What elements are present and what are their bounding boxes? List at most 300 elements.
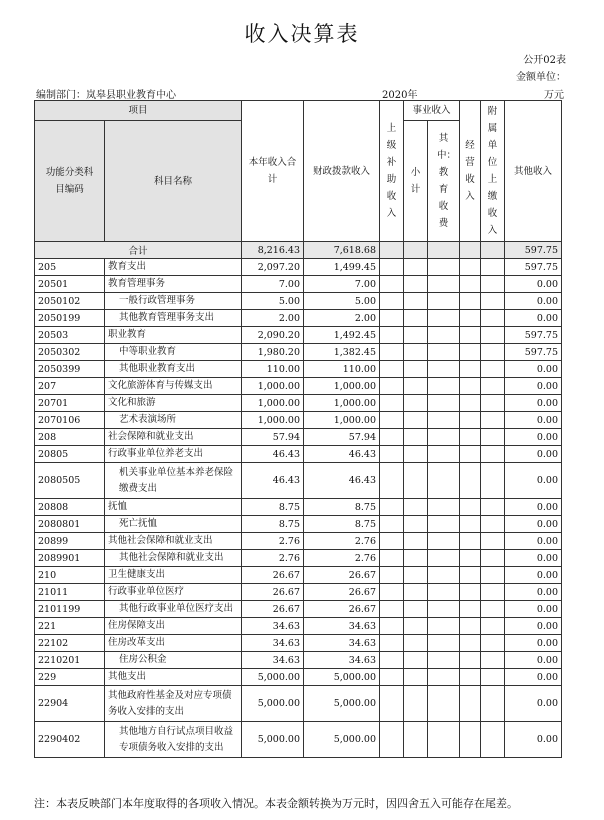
empty-cell [460,378,481,395]
table-row [35,429,562,446]
empty-cell [404,635,428,652]
empty-cell [428,446,460,463]
form-code: 公开02表 [523,55,566,66]
empty-cell [380,310,404,327]
table-row [35,395,562,412]
empty-cell [481,395,505,412]
row-fiscal-cell: 5,000.00 [304,686,380,722]
header-business: 事业收入 [404,101,460,121]
empty-cell [460,516,481,533]
page-title: 收入决算表 [244,22,360,46]
row-total-income-cell: 1,000.00 [242,395,304,412]
row-total-income-cell: 1,000.00 [242,378,304,395]
row-other-cell: 0.00 [505,446,562,463]
empty-cell [380,533,404,550]
row-fiscal-cell: 7.00 [304,276,380,293]
row-fiscal-cell: 46.43 [304,463,380,499]
row-total-income-cell: 2.76 [242,533,304,550]
row-code-cell: 20808 [35,499,105,516]
row-fiscal-cell: 57.94 [304,429,380,446]
row-code-cell: 207 [35,378,105,395]
row-code-cell: 2101199 [35,601,105,618]
empty-cell [380,584,404,601]
row-other-cell: 0.00 [505,533,562,550]
empty-cell [428,412,460,429]
row-fiscal-cell: 34.63 [304,652,380,669]
empty-cell [481,259,505,276]
empty-cell [404,686,428,722]
header-other: 其他收入 [505,101,562,242]
empty-cell [428,499,460,516]
empty-cell [460,584,481,601]
empty-cell [460,533,481,550]
header-upper-subsidy: 上级补助收入 [380,101,404,242]
row-name-cell: 其他社会保障和就业支出 [105,550,242,567]
row-total-income-cell: 5.00 [242,293,304,310]
row-code-cell: 2050102 [35,293,105,310]
row-name-cell: 机关事业单位基本养老保险缴费支出 [105,463,242,499]
empty-cell [481,276,505,293]
row-fiscal-cell: 1,382.45 [304,344,380,361]
row-fiscal-cell: 5,000.00 [304,669,380,686]
empty-cell [404,242,428,259]
row-name-cell: 文化和旅游 [105,395,242,412]
empty-cell [404,293,428,310]
empty-cell [380,259,404,276]
empty-cell [404,601,428,618]
row-other-cell: 597.75 [505,327,562,344]
empty-cell [380,446,404,463]
row-fiscal-cell: 26.67 [304,567,380,584]
empty-cell [428,669,460,686]
empty-cell [404,446,428,463]
table-row [35,722,562,758]
header-subject-name: 科目名称 [105,121,242,242]
empty-cell [404,618,428,635]
row-fiscal-cell: 26.67 [304,601,380,618]
empty-cell [481,584,505,601]
empty-cell [481,618,505,635]
row-total-income-cell: 46.43 [242,446,304,463]
row-name-cell: 住房改革支出 [105,635,242,652]
empty-cell [460,344,481,361]
row-total-income-cell: 34.63 [242,652,304,669]
empty-cell [460,310,481,327]
total-row [35,242,562,259]
row-other-cell: 0.00 [505,276,562,293]
row-other-cell: 0.00 [505,567,562,584]
row-code-cell: 2070106 [35,412,105,429]
empty-cell [380,293,404,310]
empty-cell [404,327,428,344]
empty-cell [481,686,505,722]
row-code-cell: 22904 [35,686,105,722]
empty-cell [460,446,481,463]
row-fiscal-cell: 110.00 [304,361,380,378]
row-other-cell: 0.00 [505,395,562,412]
empty-cell [428,429,460,446]
empty-cell [428,310,460,327]
row-total-income-cell: 5,000.00 [242,686,304,722]
row-fiscal-cell: 2.76 [304,533,380,550]
empty-cell [428,533,460,550]
table-row [35,412,562,429]
header-operating: 经营收入 [460,101,481,242]
row-code-cell: 20501 [35,276,105,293]
empty-cell [428,463,460,499]
table-row [35,618,562,635]
row-code-cell: 2080801 [35,516,105,533]
empty-cell [380,652,404,669]
empty-cell [428,259,460,276]
row-total-income-cell: 8.75 [242,499,304,516]
empty-cell [481,293,505,310]
row-total-income-cell: 26.67 [242,584,304,601]
empty-cell [460,652,481,669]
empty-cell [380,395,404,412]
empty-cell [404,395,428,412]
empty-cell [428,584,460,601]
empty-cell [428,361,460,378]
total-label: 合计 [35,242,242,259]
empty-cell [481,669,505,686]
empty-cell [481,567,505,584]
row-total-income-cell: 2.76 [242,550,304,567]
row-fiscal-cell: 8.75 [304,499,380,516]
table-row [35,499,562,516]
row-code-cell: 229 [35,669,105,686]
row-code-cell: 2290402 [35,722,105,758]
row-code-cell: 221 [35,618,105,635]
row-code-cell: 2080505 [35,463,105,499]
table-row [35,293,562,310]
row-name-cell: 教育管理事务 [105,276,242,293]
header-affiliated: 附属单位上缴收入 [481,101,505,242]
empty-cell [481,601,505,618]
row-total-income-cell: 26.67 [242,567,304,584]
row-code-cell: 20805 [35,446,105,463]
row-total-income-cell: 34.63 [242,635,304,652]
row-name-cell: 其他地方自行试点项目收益专项债务收入安排的支出 [105,722,242,758]
table-row [35,276,562,293]
empty-cell [404,276,428,293]
empty-cell [481,242,505,259]
row-other-cell: 0.00 [505,584,562,601]
empty-cell [380,567,404,584]
row-total-income-cell: 57.94 [242,429,304,446]
empty-cell [380,378,404,395]
empty-cell [428,722,460,758]
header-fiscal: 财政拨款收入 [304,101,380,242]
empty-cell [404,463,428,499]
row-name-cell: 住房公积金 [105,652,242,669]
empty-cell [380,516,404,533]
row-code-cell: 205 [35,259,105,276]
table-row [35,567,562,584]
empty-cell [481,499,505,516]
table-row [35,327,562,344]
empty-cell [404,412,428,429]
empty-cell [404,516,428,533]
row-fiscal-cell: 1,499.45 [304,259,380,276]
row-fiscal-cell: 1,000.00 [304,395,380,412]
row-fiscal-cell: 34.63 [304,635,380,652]
row-fiscal-cell: 26.67 [304,584,380,601]
table-row [35,463,562,499]
empty-cell [460,669,481,686]
empty-cell [380,463,404,499]
row-name-cell: 死亡抚恤 [105,516,242,533]
meta-row [34,86,566,101]
empty-cell [404,550,428,567]
row-other-cell: 0.00 [505,361,562,378]
empty-cell [460,463,481,499]
row-total-income-cell: 26.67 [242,601,304,618]
row-total-income-cell: 2.00 [242,310,304,327]
table-row [35,584,562,601]
table-row [35,669,562,686]
table-row [35,550,562,567]
row-code-cell: 20899 [35,533,105,550]
row-fiscal-cell: 2.76 [304,550,380,567]
row-other-cell: 0.00 [505,499,562,516]
empty-cell [460,242,481,259]
empty-cell [380,429,404,446]
empty-cell [481,429,505,446]
empty-cell [404,652,428,669]
empty-cell [460,395,481,412]
empty-cell [380,618,404,635]
total-income-cell: 8,216.43 [242,242,304,259]
empty-cell [481,344,505,361]
empty-cell [380,276,404,293]
empty-cell [428,276,460,293]
row-other-cell: 0.00 [505,686,562,722]
row-other-cell: 0.00 [505,412,562,429]
row-other-cell: 0.00 [505,601,562,618]
row-other-cell: 0.00 [505,378,562,395]
empty-cell [404,378,428,395]
empty-cell [460,412,481,429]
empty-cell [460,361,481,378]
table-row [35,259,562,276]
row-other-cell: 0.00 [505,618,562,635]
row-name-cell: 卫生健康支出 [105,567,242,584]
empty-cell [460,567,481,584]
footnote: 注：本表反映部门本年度取得的各项收入情况。本表金额转换为万元时，因四舍五入可能存在尾差。 [34,797,518,810]
empty-cell [481,412,505,429]
row-fiscal-cell: 5.00 [304,293,380,310]
row-other-cell: 0.00 [505,635,562,652]
empty-cell [428,601,460,618]
income-table [34,100,562,758]
empty-cell [481,516,505,533]
unit-label: 万元 [544,90,564,101]
empty-cell [481,652,505,669]
row-other-cell: 0.00 [505,293,562,310]
empty-cell [428,652,460,669]
empty-cell [460,327,481,344]
empty-cell [404,584,428,601]
empty-cell [481,361,505,378]
empty-cell [460,293,481,310]
dept-label: 编制部门：岚皋县职业教育中心 [36,90,176,101]
empty-cell [380,344,404,361]
row-total-income-cell: 34.63 [242,618,304,635]
empty-cell [380,722,404,758]
row-code-cell: 208 [35,429,105,446]
table-row [35,516,562,533]
row-name-cell: 职业教育 [105,327,242,344]
empty-cell [481,378,505,395]
empty-cell [460,499,481,516]
row-name-cell: 其他社会保障和就业支出 [105,533,242,550]
row-name-cell: 其他支出 [105,669,242,686]
empty-cell [428,635,460,652]
row-other-cell: 597.75 [505,259,562,276]
empty-cell [428,516,460,533]
header-subtotal: 小计 [404,121,428,242]
year-label: 2020年 [382,90,418,101]
row-name-cell: 行政事业单位养老支出 [105,446,242,463]
empty-cell [380,327,404,344]
row-other-cell: 0.00 [505,669,562,686]
row-fiscal-cell: 1,000.00 [304,412,380,429]
empty-cell [460,429,481,446]
row-code-cell: 21011 [35,584,105,601]
row-total-income-cell: 2,097.20 [242,259,304,276]
table-row [35,361,562,378]
empty-cell [428,327,460,344]
empty-cell [380,601,404,618]
row-name-cell: 教育支出 [105,259,242,276]
row-fiscal-cell: 8.75 [304,516,380,533]
empty-cell [481,446,505,463]
empty-cell [404,533,428,550]
empty-cell [460,635,481,652]
table-row [35,378,562,395]
empty-cell [404,499,428,516]
row-total-income-cell: 5,000.00 [242,669,304,686]
row-name-cell: 住房保障支出 [105,618,242,635]
empty-cell [404,361,428,378]
row-other-cell: 597.75 [505,344,562,361]
table-row [35,310,562,327]
empty-cell [404,567,428,584]
row-other-cell: 0.00 [505,652,562,669]
empty-cell [404,669,428,686]
row-other-cell: 0.00 [505,463,562,499]
row-total-income-cell: 8.75 [242,516,304,533]
empty-cell [481,327,505,344]
empty-cell [460,259,481,276]
empty-cell [428,686,460,722]
row-total-income-cell: 1,980.20 [242,344,304,361]
empty-cell [460,550,481,567]
row-total-income-cell: 1,000.00 [242,412,304,429]
row-name-cell: 抚恤 [105,499,242,516]
table-row [35,652,562,669]
row-name-cell: 其他行政事业单位医疗支出 [105,601,242,618]
empty-cell [460,686,481,722]
empty-cell [481,533,505,550]
empty-cell [428,395,460,412]
row-fiscal-cell: 2.00 [304,310,380,327]
header-total-income: 本年收入合计 [242,101,304,242]
row-code-cell: 20503 [35,327,105,344]
empty-cell [404,722,428,758]
table-row [35,446,562,463]
row-code-cell: 210 [35,567,105,584]
row-fiscal-cell: 5,000.00 [304,722,380,758]
empty-cell [428,550,460,567]
amount-unit-label: 金额单位： [516,72,566,83]
empty-cell [380,412,404,429]
row-other-cell: 0.00 [505,516,562,533]
header-education-fee: 其中：教育收费 [428,121,460,242]
table-row [35,635,562,652]
row-name-cell: 艺术表演场所 [105,412,242,429]
empty-cell [428,567,460,584]
row-code-cell: 2210201 [35,652,105,669]
row-fiscal-cell: 34.63 [304,618,380,635]
row-total-income-cell: 7.00 [242,276,304,293]
header-item: 项目 [35,101,242,121]
row-code-cell: 2050399 [35,361,105,378]
empty-cell [481,550,505,567]
table-row [35,686,562,722]
row-total-income-cell: 110.00 [242,361,304,378]
empty-cell [428,618,460,635]
row-total-income-cell: 5,000.00 [242,722,304,758]
row-name-cell: 文化旅游体育与传媒支出 [105,378,242,395]
total-other-cell: 597.75 [505,242,562,259]
row-code-cell: 2050302 [35,344,105,361]
row-code-cell: 2050199 [35,310,105,327]
total-fiscal-cell: 7,618.68 [304,242,380,259]
row-code-cell: 20701 [35,395,105,412]
empty-cell [481,463,505,499]
empty-cell [380,635,404,652]
row-name-cell: 其他政府性基金及对应专项债务收入安排的支出 [105,686,242,722]
row-other-cell: 0.00 [505,722,562,758]
empty-cell [380,361,404,378]
empty-cell [481,722,505,758]
row-fiscal-cell: 46.43 [304,446,380,463]
row-other-cell: 0.00 [505,550,562,567]
row-total-income-cell: 2,090.20 [242,327,304,344]
empty-cell [380,550,404,567]
empty-cell [460,722,481,758]
row-fiscal-cell: 1,000.00 [304,378,380,395]
empty-cell [380,669,404,686]
empty-cell [481,635,505,652]
empty-cell [460,601,481,618]
empty-cell [404,429,428,446]
empty-cell [460,618,481,635]
empty-cell [404,259,428,276]
row-name-cell: 其他教育管理事务支出 [105,310,242,327]
empty-cell [428,378,460,395]
row-name-cell: 行政事业单位医疗 [105,584,242,601]
row-name-cell: 中等职业教育 [105,344,242,361]
table-row [35,601,562,618]
empty-cell [404,344,428,361]
empty-cell [380,242,404,259]
row-other-cell: 0.00 [505,429,562,446]
row-name-cell: 其他职业教育支出 [105,361,242,378]
header-func-code: 功能分类科目编码 [35,121,105,242]
